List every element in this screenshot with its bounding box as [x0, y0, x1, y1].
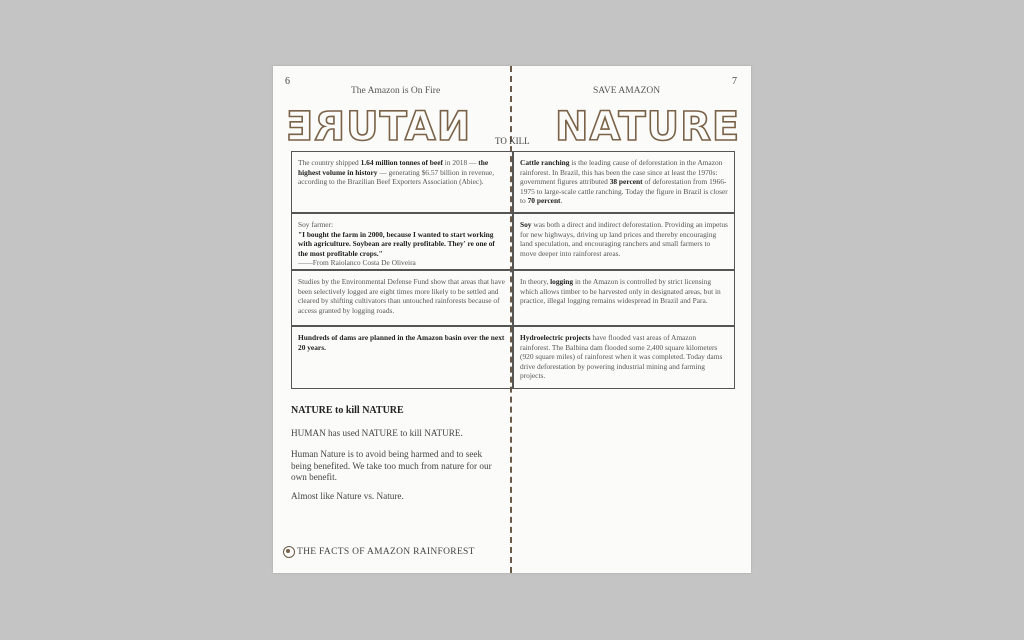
leaf-logo-icon — [283, 546, 295, 558]
fact-cell-logging-study: Studies by the Environmental Defense Fund show that areas that have been selectively logged are eight times more likely to be settled and cleared by shifting cultivators than untouched rainforests because of access granted by logging roads. — [291, 270, 513, 326]
fact-cell-soy-quote: Soy farmer: "I bought the farm in 2000, because I wanted to start working with agriculture. Soybean are really profitable. They' re one of the most profitable crops." ——From Raiolanco Costa De Oliveira — [291, 213, 513, 270]
essay-title: NATURE to kill NATURE — [291, 405, 404, 416]
mirrored-nature-title: NATURE — [285, 104, 471, 150]
essay-paragraph-3: Almost like Nature vs. Nature. — [291, 491, 404, 501]
left-running-head: The Amazon is On Fire — [351, 86, 441, 96]
left-page-number: 6 — [285, 76, 290, 87]
right-page-number: 7 — [732, 76, 737, 87]
nature-title: NATURE — [555, 104, 741, 150]
essay-paragraph-1: HUMAN has used NATURE to kill NATURE. — [291, 428, 463, 438]
fact-cell-logging: In theory, logging in the Amazon is controlled by strict licensing which allows timber to be harvested only in designated areas, but in practice, illegal logging remains widespread in Brazil and Para. — [513, 270, 735, 326]
fact-cell-hydro: Hydroelectric projects have flooded vast areas of Amazon rainforest. The Balbina dam flooded some 2,400 square kilometers (920 square miles) of rainforest when it was completed. Today dams drive deforestation by powering industrial mining and farming projects. — [513, 326, 735, 389]
right-running-head: SAVE AMAZON — [593, 86, 661, 96]
fact-cell-soy: Soy was both a direct and indirect deforestation. Providing an impetus for new highways, driving up land prices and thereby encouraging land speculation, and encouraging ranchers and small farmers to move deeper into rainforest areas. — [513, 213, 735, 270]
footer-title: THE FACTS OF AMAZON RAINFOREST — [283, 546, 475, 558]
fact-cell-cattle: Cattle ranching is the leading cause of deforestation in the Amazon rainforest. In Brazil, this has been the case since at least the 1970s: government figures attributed 38 percent of deforestation from 1966-1975 to large-scale cattle ranching. Today the figure in Brazil is closer to 70 percent. — [513, 151, 735, 213]
essay-paragraph-2: Human Nature is to avoid being harmed and to seek being benefited. We take too much from nature for our own benefit. — [291, 449, 492, 482]
fact-cell-beef: The country shipped 1.64 million tonnes of beef in 2018 — the highest volume in history — generating $6.57 billion in revenue, according to the Brazilian Beef Exporters Association (Abiec). — [291, 151, 513, 213]
fact-cell-dams-planned: Hundreds of dams are planned in the Amazon basin over the next 20 years. — [291, 326, 513, 389]
to-kill-connector: TO KILL — [495, 136, 530, 146]
book-spread — [273, 66, 751, 573]
